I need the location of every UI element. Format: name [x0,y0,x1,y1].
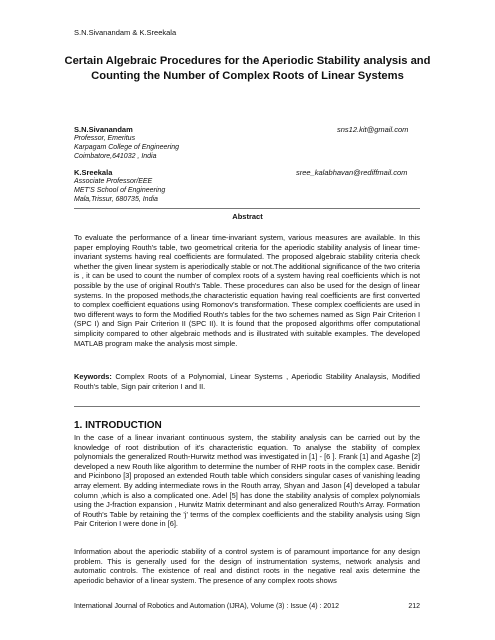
author-block-1 [74,125,179,161]
intro-paragraph-1: In the case of a linear invariant continuous system, the stability analysis can be carried out by the knowledge of root distribution of it's characteristic equation. To analyse the stability of complex polynomials the generalized Routh-Hurwitz method was investigated in [1] - [6 ]. Frank [1] and Agashe [2] developed a new Routh like algorithm to determine the number of RHP roots in the complex case. Benidir and Picinbono [3] proposed an extended Routh table which considers singular cases of vanishing leading array element. By adding intermediate rows in the Routh array, Shyan and Jason [4] developed a tabular column ,which is also a complicated one. Adel [5] has done the stability analysis of complex polynomials using the J-fraction expansion , Hurwitz Matrix determinant and also generalized Routh's Array. Formation of Routh's Table by retaining the 'j' terms of the complex coefficients and the stability analysis using Sign Pair Criterion I were done in [6]. [74,433,420,529]
footer-journal: International Journal of Robotics and Automation (IJRA), Volume (3) : Issue (4) : 2012 [74,603,339,610]
abstract-heading: Abstract [232,212,263,221]
author-affiliation-line: Professor, Emeritus [74,135,136,142]
keywords-label: Keywords: [74,372,112,381]
divider-bottom [74,406,420,407]
author-email: sns12.kit@gmail.com [337,125,409,134]
author-affiliation-line: Karpagam College of Engineering [74,144,180,151]
author-affiliation-line: Coimbatore,641032 , India [74,153,157,160]
page-footer [74,603,420,610]
author-affiliation-line: Mala,Trissur, 680735, India [74,196,158,203]
paper-title: Certain Algebraic Procedures for the Aperiodic Stability analysis and Counting the Number of Complex Roots of Linear Systems [64,55,431,82]
section-heading: 1. INTRODUCTION [74,420,162,431]
running-head: S.N.Sivanandam & K.Sreekala [74,28,177,37]
abstract-text: To evaluate the performance of a linear time-invariant system, various measures are available. In this paper employing Routh's table, two geometrical criteria for the aperiodic stability analysis of linear time-invariant systems having real coefficients are formulated. The proposed algebraic stability criteria check whether the given linear system is aperiodically stable or not.The additional significance of the two criteria is , it can be used to count the number of complex roots of a system having real coefficients which is not possible by the use of original Routh's Table. These procedures can also be used for the design of linear systems. In the proposed methods,the characteristic equation having real coefficients are first converted to complex coefficient equations using Romonov's transformation. These complex coefficients are used in two different ways to form the Modified Routh's tables for the two schemes named as Sign Pair Criterion I (SPC I) and Sign Pair Criterion II (SPC II). It is found that the proposed algorithms offer computational simplicity compared to other algebraic methods and is illustrated with suitable examples. The developed MATLAB program make the analysis most simple. [74,233,420,348]
author-affiliation-line: Associate Professor/EEE [74,178,153,185]
author-block-2 [74,168,165,204]
intro-paragraph-2: Information about the aperiodic stability of a control system is of paramount importance for any design problem. This is generally used for the design of instrumentation systems, network analysis and automatic controls. The existence of real and distinct roots in the negative real axis determine the aperiodic behavior of a linear system. The presence of any complex roots shows [74,547,420,585]
author-name: K.Sreekala [74,168,113,177]
divider-top [74,208,420,209]
author-email: sree_kalabhavan@rediffmail.com [296,168,408,177]
keywords [74,372,420,391]
author-name: S.N.Sivanandam [74,125,133,134]
keywords-text: Complex Roots of a Polynomial, Linear Systems , Aperiodic Stability Analaysis, Modified Routh's table, Sign pair criterion I and II. [74,372,420,391]
author-affiliation-line: MET'S School of Engineering [74,187,166,194]
page-number: 212 [408,603,420,610]
